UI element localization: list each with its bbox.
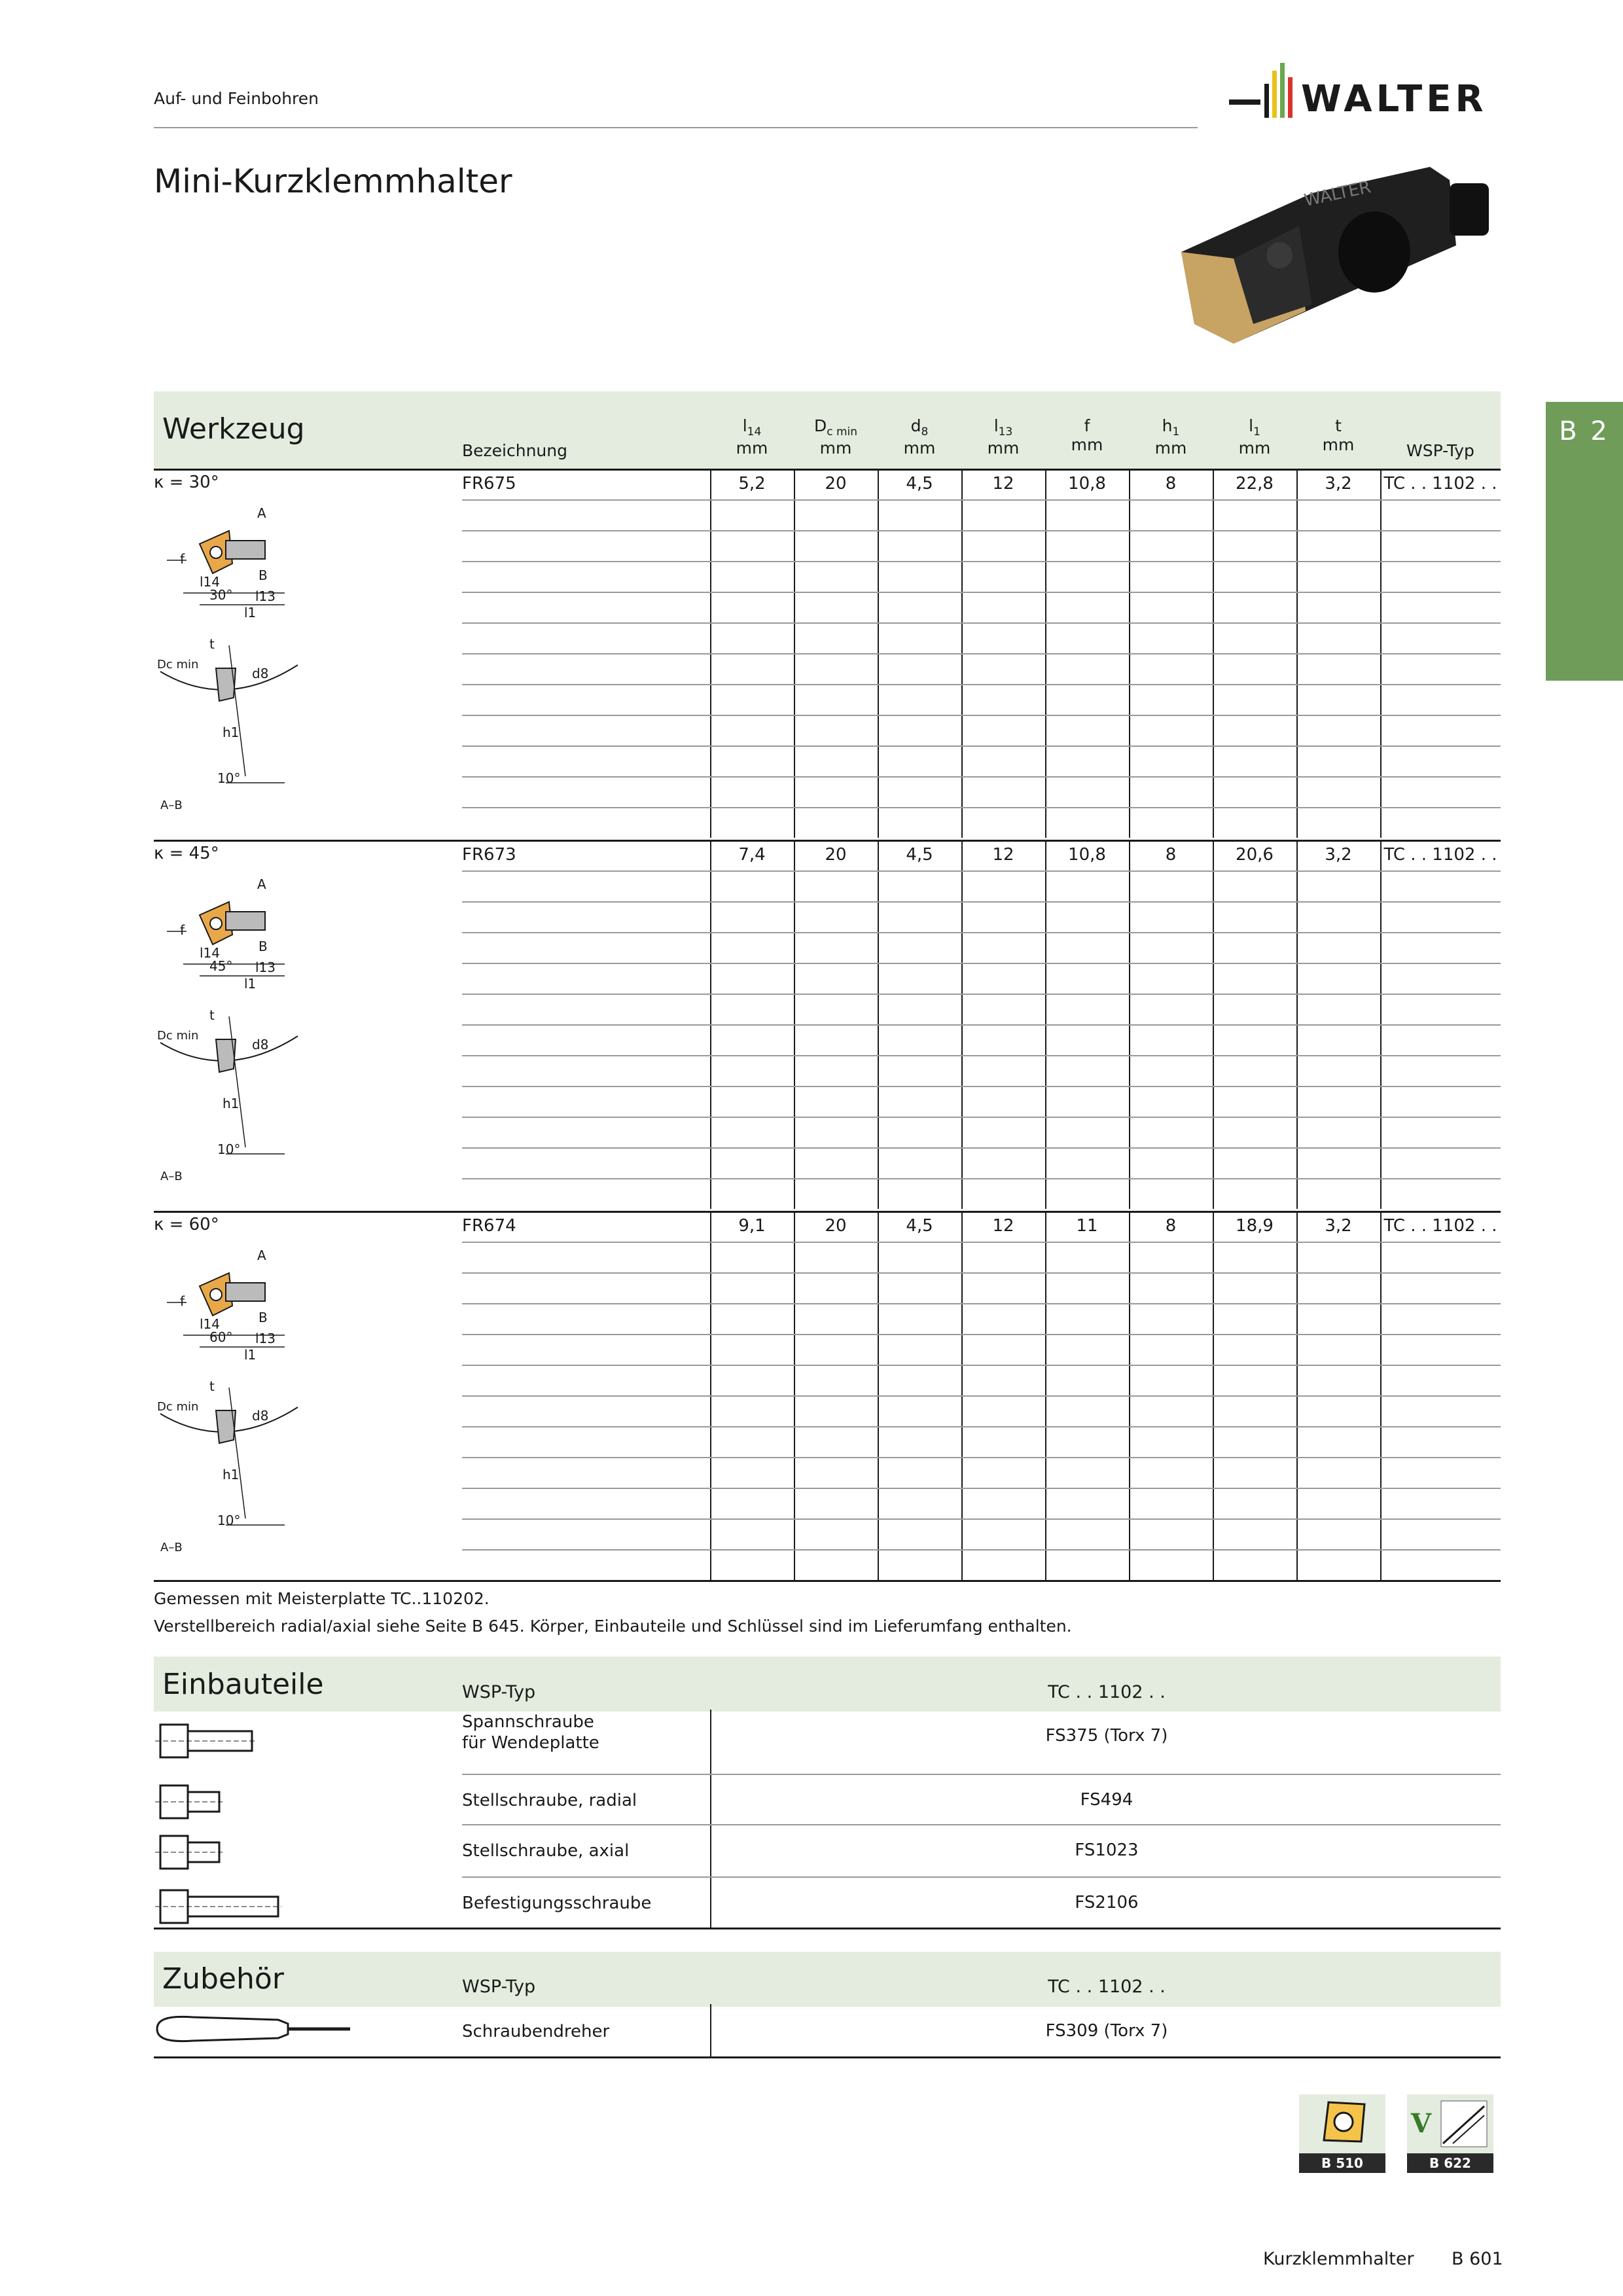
row-divider bbox=[462, 1272, 1501, 1274]
row-divider bbox=[462, 901, 1501, 903]
column-header bbox=[961, 416, 1045, 457]
walter-logo bbox=[1229, 58, 1504, 135]
table-cell: 20 bbox=[825, 474, 847, 493]
table-cell: 12 bbox=[992, 1216, 1014, 1236]
diagram-shape bbox=[226, 912, 265, 930]
row-divider bbox=[462, 1117, 1501, 1118]
diagram-label: 45° bbox=[209, 958, 233, 974]
row-divider bbox=[462, 1024, 1501, 1026]
table-cell: 10,8 bbox=[1068, 474, 1106, 493]
diagram-label: l1 bbox=[244, 1347, 257, 1363]
row-divider bbox=[462, 1334, 1501, 1335]
diagram-label: h1 bbox=[223, 1096, 240, 1111]
diagram-label: t bbox=[209, 636, 215, 652]
diagram-label: l1 bbox=[244, 605, 257, 620]
einbauteile-wsp-value: TC . . 1102 . . bbox=[1048, 1682, 1166, 1702]
column-symbol: t bbox=[1335, 416, 1342, 435]
diagram-label: l13 bbox=[255, 960, 276, 975]
part-label bbox=[462, 1790, 637, 1811]
chapter-tab-label: B 2 bbox=[1559, 416, 1610, 446]
column-header bbox=[1380, 441, 1501, 460]
diagram-label: l14 bbox=[200, 1316, 221, 1332]
mounting-screw-icon bbox=[154, 1884, 285, 1929]
column-subscript: 1 bbox=[1253, 425, 1260, 439]
row-divider bbox=[462, 622, 1501, 624]
part-label bbox=[462, 1893, 651, 1914]
part-value: FS2106 bbox=[1075, 1893, 1139, 1912]
table-cell: 9,1 bbox=[738, 1216, 766, 1236]
reference-label: B 510 bbox=[1299, 2153, 1385, 2173]
column-unit: mm bbox=[1238, 439, 1271, 457]
row-divider bbox=[462, 994, 1501, 995]
reference-box[interactable] bbox=[1299, 2094, 1385, 2173]
row-divider bbox=[462, 1365, 1501, 1366]
werkzeug-title: Werkzeug bbox=[162, 412, 305, 446]
part-divider bbox=[462, 1876, 1501, 1878]
kappa-label: κ = 60° bbox=[154, 1215, 219, 1234]
diagram-shape bbox=[229, 645, 245, 776]
table-cell: 8 bbox=[1165, 845, 1177, 865]
column-unit: mm bbox=[819, 439, 852, 457]
designation: FR673 bbox=[462, 845, 516, 865]
diagram-label: B bbox=[259, 1310, 268, 1325]
header-divider bbox=[154, 127, 1198, 128]
diagram-label: A–B bbox=[160, 1541, 183, 1554]
row-divider bbox=[462, 807, 1501, 808]
diagram-label: A–B bbox=[160, 798, 183, 812]
table-cell: 4,5 bbox=[906, 474, 933, 493]
table-cell: 12 bbox=[992, 845, 1014, 865]
einbauteile-title: Einbauteile bbox=[162, 1668, 324, 1701]
diagram-shape bbox=[1334, 2113, 1353, 2131]
column-header bbox=[794, 416, 878, 457]
group-top-rule bbox=[154, 469, 1501, 471]
table-bottom-rule bbox=[154, 1580, 1501, 1582]
part-value: FS375 (Torx 7) bbox=[1045, 1726, 1168, 1746]
zubehoer-title: Zubehör bbox=[162, 1962, 284, 1996]
diagram-label: d8 bbox=[252, 1408, 269, 1424]
table-cell: 5,2 bbox=[738, 474, 766, 493]
column-subscript: c min bbox=[827, 425, 858, 439]
diagram-label: l1 bbox=[244, 976, 257, 992]
diagram-label: Dc min bbox=[157, 658, 199, 672]
diagram-label: 10° bbox=[217, 770, 241, 786]
column-header bbox=[1213, 416, 1296, 457]
note-2: Verstellbereich radial/axial siehe Seite B 645. Körper, Einbauteile und Schlüssel sind im Lieferumfang enthalten. bbox=[154, 1617, 1072, 1636]
kappa-label: κ = 45° bbox=[154, 844, 219, 863]
column-header bbox=[1296, 416, 1380, 454]
row-divider bbox=[462, 1055, 1501, 1056]
row-divider bbox=[462, 1303, 1501, 1304]
row-divider bbox=[462, 1488, 1501, 1489]
diagram-label: 10° bbox=[217, 1141, 241, 1157]
group-top-rule bbox=[154, 840, 1501, 842]
table-cell: 7,4 bbox=[738, 845, 766, 865]
part-divider bbox=[154, 1928, 1501, 1929]
diagram-label: t bbox=[209, 1007, 215, 1023]
diagram-shape bbox=[229, 1388, 245, 1518]
row-divider bbox=[462, 1457, 1501, 1458]
row-divider bbox=[462, 1518, 1501, 1520]
part-label bbox=[462, 1712, 599, 1753]
note-1: Gemessen mit Meisterplatte TC..110202. bbox=[154, 1589, 490, 1608]
diagram-shape bbox=[210, 1289, 222, 1300]
table-cell: TC . . 1102 . . bbox=[1383, 474, 1497, 493]
diagram-label: Dc min bbox=[157, 1400, 199, 1414]
part-label-line: Stellschraube, radial bbox=[462, 1791, 637, 1810]
chapter-tab[interactable] bbox=[1546, 402, 1623, 681]
column-symbol: f bbox=[1084, 416, 1090, 435]
table-cell: 18,9 bbox=[1236, 1216, 1274, 1236]
diagram-label: B bbox=[259, 939, 268, 954]
row-divider bbox=[462, 1549, 1501, 1551]
table-cell: 10,8 bbox=[1068, 845, 1106, 865]
group-top-rule bbox=[154, 1211, 1501, 1213]
zubehoer-bottom-rule bbox=[154, 2056, 1501, 2058]
zubehoer-item-label: Schraubendreher bbox=[462, 2022, 610, 2041]
footer-left: Kurzklemmhalter bbox=[1263, 2249, 1414, 2269]
row-divider bbox=[462, 870, 1501, 872]
table-cell: 20 bbox=[825, 845, 847, 865]
clamping-screw-icon bbox=[154, 1718, 285, 1764]
row-divider bbox=[462, 530, 1501, 531]
designation: FR675 bbox=[462, 474, 516, 493]
row-divider bbox=[462, 715, 1501, 716]
radial-set-screw-icon bbox=[154, 1779, 285, 1825]
diagram-label: d8 bbox=[252, 666, 269, 681]
column-symbol: l bbox=[993, 416, 999, 435]
diagram-label: l14 bbox=[200, 574, 221, 590]
diagram-label: f bbox=[180, 922, 185, 938]
row-divider bbox=[462, 561, 1501, 562]
column-unit: mm bbox=[903, 439, 936, 457]
reference-label: B 622 bbox=[1407, 2153, 1493, 2173]
row-divider bbox=[462, 745, 1501, 747]
diagram-shape: V bbox=[1411, 2108, 1432, 2139]
tool-dimension-diagram bbox=[154, 866, 304, 1193]
designation: FR674 bbox=[462, 1216, 516, 1236]
diagram-shape bbox=[210, 918, 222, 929]
zubehoer-wsp-label: WSP-Typ bbox=[462, 1977, 536, 1997]
part-label-line: Befestigungsschraube bbox=[462, 1893, 652, 1913]
diagram-label: h1 bbox=[223, 1467, 240, 1482]
table-cell: 8 bbox=[1165, 1216, 1177, 1236]
table-cell: 20,6 bbox=[1236, 845, 1274, 865]
part-divider bbox=[462, 1774, 1501, 1775]
axial-set-screw-icon bbox=[154, 1829, 285, 1875]
column-unit: mm bbox=[1071, 435, 1103, 454]
column-symbol: WSP-Typ bbox=[1406, 441, 1474, 460]
row-divider bbox=[462, 1178, 1501, 1179]
tool-dimension-diagram bbox=[154, 1237, 304, 1564]
footer-page: B 601 bbox=[1452, 2249, 1503, 2269]
row-divider bbox=[462, 684, 1501, 685]
part-label-line: Spannschraube bbox=[462, 1712, 594, 1732]
screwdriver-icon bbox=[154, 2009, 357, 2049]
column-unit: mm bbox=[1154, 439, 1187, 457]
diagram-shape bbox=[210, 547, 222, 558]
diagram-shape bbox=[226, 541, 265, 559]
diagram-label: 30° bbox=[209, 587, 233, 603]
diagram-label: l14 bbox=[200, 945, 221, 961]
einbauteile-wsp-label: WSP-Typ bbox=[462, 1682, 536, 1702]
column-header bbox=[878, 416, 961, 457]
row-divider bbox=[462, 1242, 1501, 1243]
row-divider bbox=[462, 776, 1501, 778]
table-cell: 4,5 bbox=[906, 845, 933, 865]
column-symbol: l bbox=[1249, 416, 1254, 435]
row-divider bbox=[462, 932, 1501, 933]
row-divider bbox=[462, 1086, 1501, 1087]
svg-text:WALTER: WALTER bbox=[1302, 177, 1373, 211]
part-value: FS1023 bbox=[1075, 1840, 1139, 1860]
table-cell: TC . . 1102 . . bbox=[1383, 1216, 1497, 1236]
row-divider bbox=[462, 499, 1501, 501]
zubehoer-wsp-value: TC . . 1102 . . bbox=[1048, 1977, 1166, 1997]
column-symbol: l bbox=[742, 416, 747, 435]
tool-dimension-diagram bbox=[154, 495, 304, 822]
einbauteile-divider bbox=[710, 1710, 711, 1928]
diagram-label: A–B bbox=[160, 1170, 183, 1183]
part-label-line: Stellschraube, axial bbox=[462, 1841, 630, 1861]
diagram-shape bbox=[226, 1283, 265, 1301]
table-cell: 20 bbox=[825, 1216, 847, 1236]
part-divider bbox=[462, 1824, 1501, 1825]
column-subscript: 8 bbox=[921, 425, 929, 439]
table-cell: 11 bbox=[1076, 1216, 1098, 1236]
diagram-label: 10° bbox=[217, 1513, 241, 1528]
table-cell: TC . . 1102 . . bbox=[1383, 845, 1497, 865]
column-subscript: 1 bbox=[1172, 425, 1180, 439]
part-value: FS494 bbox=[1080, 1790, 1133, 1810]
row-divider bbox=[462, 1426, 1501, 1427]
diagram-label: l13 bbox=[255, 1331, 276, 1346]
row-divider bbox=[462, 1147, 1501, 1149]
column-header bbox=[1129, 416, 1213, 457]
column-symbol: d bbox=[910, 416, 921, 435]
cutting-data-icon bbox=[1407, 2094, 1493, 2153]
reference-box[interactable] bbox=[1407, 2094, 1493, 2173]
diagram-label: A bbox=[257, 1247, 266, 1263]
diagram-shape bbox=[229, 1016, 245, 1147]
diagram-label: t bbox=[209, 1378, 215, 1394]
column-symbol: D bbox=[813, 416, 827, 435]
zubehoer-item-value: FS309 (Torx 7) bbox=[1045, 2021, 1168, 2041]
table-cell: 3,2 bbox=[1325, 474, 1352, 493]
diagram-label: Dc min bbox=[157, 1029, 199, 1043]
table-cell: 12 bbox=[992, 474, 1014, 493]
section-title: Auf- und Feinbohren bbox=[154, 89, 319, 108]
bezeichnung-header: Bezeichnung bbox=[462, 441, 567, 460]
row-divider bbox=[462, 963, 1501, 964]
column-header bbox=[1045, 416, 1129, 454]
diagram-label: f bbox=[180, 551, 185, 567]
diagram-shape bbox=[188, 1897, 278, 1916]
table-cell: 4,5 bbox=[906, 1216, 933, 1236]
page-title: Mini-Kurzklemmhalter bbox=[154, 162, 512, 200]
diagram-label: B bbox=[259, 567, 268, 583]
row-divider bbox=[462, 592, 1501, 593]
zubehoer-divider bbox=[710, 2004, 711, 2056]
column-unit: mm bbox=[736, 439, 768, 457]
tool-holder-image bbox=[1155, 154, 1499, 370]
svg-text:WALTER: WALTER bbox=[1301, 78, 1488, 120]
column-subscript: 14 bbox=[747, 425, 762, 439]
diagram-label: A bbox=[257, 505, 266, 521]
diagram-label: l13 bbox=[255, 588, 276, 604]
table-cell: 22,8 bbox=[1236, 474, 1274, 493]
table-cell: 3,2 bbox=[1325, 845, 1352, 865]
diagram-label: 60° bbox=[209, 1329, 233, 1345]
table-cell: 8 bbox=[1165, 474, 1177, 493]
diagram-label: f bbox=[180, 1293, 185, 1309]
diagram-label: d8 bbox=[252, 1037, 269, 1052]
part-label-line: für Wendeplatte bbox=[462, 1733, 599, 1753]
column-unit: mm bbox=[1322, 435, 1355, 454]
row-divider bbox=[462, 653, 1501, 655]
column-unit: mm bbox=[987, 439, 1020, 457]
part-label bbox=[462, 1840, 629, 1861]
insert-icon bbox=[1299, 2094, 1385, 2153]
kappa-label: κ = 30° bbox=[154, 473, 219, 492]
column-subscript: 13 bbox=[998, 425, 1013, 439]
column-header bbox=[710, 416, 794, 457]
diagram-label: A bbox=[257, 876, 266, 892]
column-symbol: h bbox=[1162, 416, 1173, 435]
row-divider bbox=[462, 1395, 1501, 1397]
table-cell: 3,2 bbox=[1325, 1216, 1352, 1236]
diagram-label: h1 bbox=[223, 725, 240, 740]
